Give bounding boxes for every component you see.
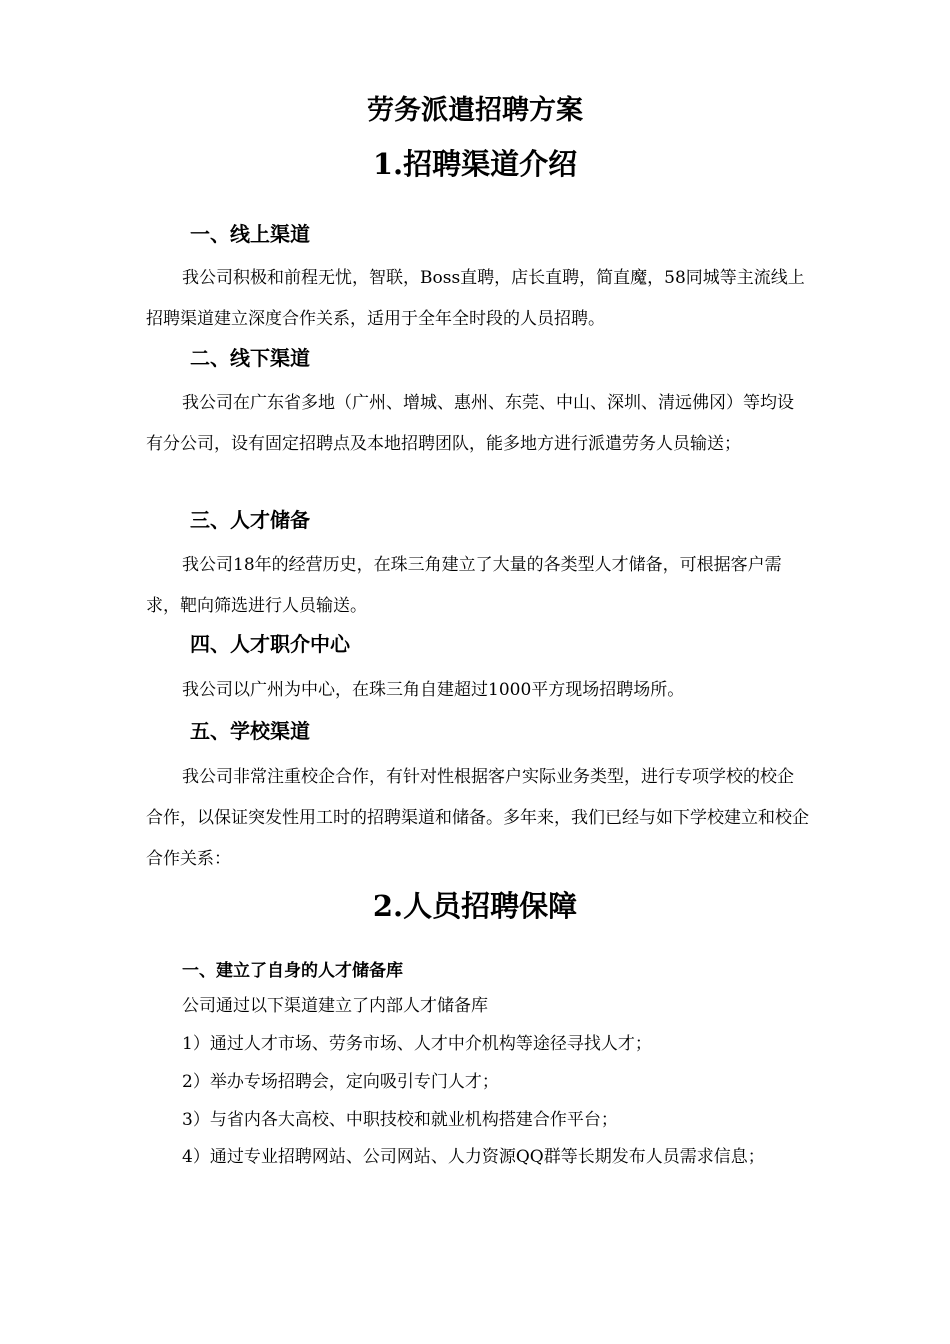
document-title: 劳务派遣招聘方案 (367, 95, 583, 126)
list-item: 3）与省内各大高校、中职技校和就业机构搭建合作平台； (182, 1110, 618, 1130)
section-heading-recruitment-guarantee: 2.人员招聘保障 (372, 889, 578, 923)
paragraph-talent-reserve: 我公司18年的经营历史，在珠三角建立了大量的各类型人才储备，可根据客户需求，靶向筛选进行人员输送。 (146, 555, 782, 616)
subheading-online-channels: 一、线上渠道 (190, 222, 310, 246)
subheading-talent-pool: 一、建立了自身的人才储备库 (182, 961, 403, 981)
list-item: 1）通过人才市场、劳务市场、人才中介机构等途径寻找人才； (182, 1034, 652, 1054)
subheading-offline-channels: 二、线下渠道 (190, 346, 310, 370)
talent-pool-intro: 公司通过以下渠道建立了内部人才储备库 (182, 996, 488, 1016)
section-heading-recruitment-channels: 1.招聘渠道介绍 (372, 147, 578, 181)
subheading-school-channels: 五、学校渠道 (190, 719, 310, 743)
list-item: 2）举办专场招聘会，定向吸引专门人才； (182, 1072, 499, 1092)
paragraph-school-channels: 我公司非常注重校企合作，有针对性根据客户实际业务类型，进行专项学校的校企合作，以保证突发性用工时的招聘渠道和储备。多年来，我们已经与如下学校建立和校企合作关系： (146, 767, 809, 869)
list-item: 4）通过专业招聘网站、公司网站、人力资源QQ群等长期发布人员需求信息； (182, 1147, 765, 1167)
subheading-talent-agency: 四、人才职介中心 (190, 632, 350, 656)
subheading-talent-reserve: 三、人才储备 (190, 508, 310, 532)
paragraph-offline-channels: 我公司在广东省多地（广州、增城、惠州、东莞、中山、深圳、清远佛冈）等均设有分公司，设有固定招聘点及本地招聘团队，能多地方进行派遣劳务人员输送； (146, 393, 794, 454)
paragraph-online-channels: 我公司积极和前程无忧，智联，Boss直聘，店长直聘，简直魔，58同城等主流线上招聘渠道建立深度合作关系，适用于全年全时段的人员招聘。 (146, 268, 805, 329)
paragraph-talent-agency: 我公司以广州为中心，在珠三角自建超过1000平方现场招聘场所。 (182, 680, 685, 700)
